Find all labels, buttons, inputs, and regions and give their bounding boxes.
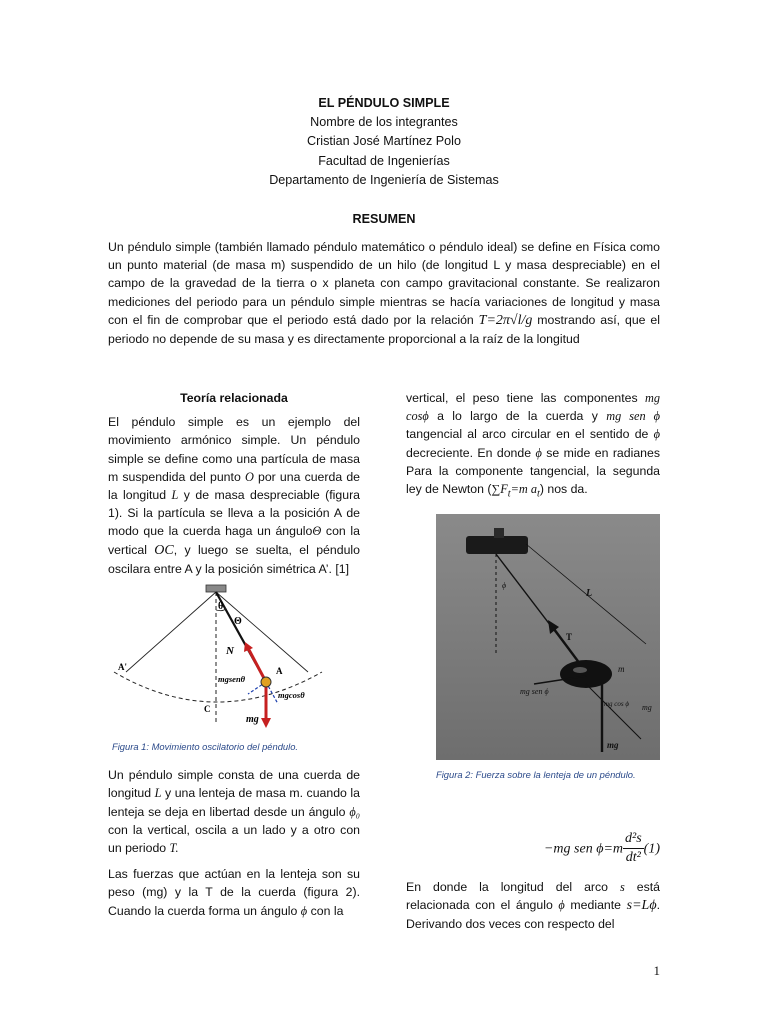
text: a lo largo de la cuerda y <box>428 409 607 424</box>
fraction-numerator: d²s <box>623 830 644 849</box>
text: se mide en radianes Para la componente tangencial, la segunda ley de Newton ( <box>406 445 660 497</box>
pendulum-mount <box>466 536 528 554</box>
math-mgcos: mg cosϕ <box>406 391 660 424</box>
text: El péndulo simple es un ejemplo del movimiento armónico simple. Un péndulo simple se define como una partícula de masa m suspendida del punto <box>108 415 360 484</box>
equation-1 <box>406 830 660 878</box>
abstract-text-1: Un péndulo simple (también llamado péndulo matemático o péndulo ideal) se define en Física como un punto material (de masa m) suspendido de un hilo (de longitud L y masa despreciable) en el campo de la gravedad de la tierra o x planeta con campo gravitacional constante. Se realizaron mediciones del periodo para un péndulo simple mientras se hacía variaciones de longitud y masa con el fin de comprobar que el periodo está dado por la relación <box>108 240 660 327</box>
label-mg-sen: mg sen ϕ <box>520 686 549 696</box>
math-L: L <box>171 488 179 503</box>
label-T: T <box>566 631 573 642</box>
text: tangencial al arco circular en el sentido de <box>406 427 654 442</box>
paper-title: EL PÉNDULO SIMPLE <box>318 96 450 110</box>
text: por una cuerda de la longitud <box>108 469 360 503</box>
theory-paragraph-1 <box>108 413 360 578</box>
math-phi: ϕ <box>535 445 542 460</box>
text: decreciente. En donde <box>406 445 536 460</box>
math-theta: Θ <box>312 524 322 539</box>
page-number: 1 <box>653 963 660 978</box>
mount-knob <box>494 528 504 538</box>
label-phi: ϕ <box>502 580 507 590</box>
label-N: N <box>226 645 234 658</box>
pendulum-bob <box>261 677 271 687</box>
fraction-denominator: dt² <box>625 850 641 866</box>
text: está relacionada con el ángulo <box>406 879 660 913</box>
label-mg-bottom: mg <box>607 739 619 750</box>
label-mgsen: mgsenθ <box>218 674 246 685</box>
label-A-prime: A' <box>118 662 127 673</box>
math-L: L <box>154 786 162 801</box>
abstract-text-2: mostrando así, que el periodo no depende de su masa y es directamente proporcional a la raíz de la longitud <box>108 312 660 347</box>
text: En donde la longitud del arco <box>406 879 620 894</box>
right-paragraph-1 <box>406 389 660 504</box>
label-mg: mg <box>246 714 259 726</box>
second-derivative-fraction <box>623 830 644 867</box>
label-mg-side: mg <box>642 702 652 712</box>
text: ) nos da. <box>539 482 588 497</box>
right-string <box>216 592 308 672</box>
figure-1 <box>108 582 326 732</box>
label-A: A <box>276 666 283 677</box>
bob-highlight <box>573 667 587 673</box>
math-phi0: ϕ₀ <box>349 804 360 819</box>
theory-heading: Teoría relacionada <box>180 391 288 405</box>
force-diagram <box>436 514 660 760</box>
text: con la <box>307 903 344 918</box>
equation-lhs: −mg sen ϕ=m <box>543 841 624 857</box>
math-sub-t: t <box>507 488 511 500</box>
theory-paragraph-3 <box>108 865 360 920</box>
math-mgsen: mg sen ϕ <box>606 409 660 424</box>
text: y de masa despreciable (figura 1). Si la partícula se lleva a la posición A de modo que la cuerda haga un ángulo <box>108 488 360 539</box>
math-OC: OC <box>154 542 174 558</box>
text: y una lenteja de masa m. cuando la lenteja se deja en libertad desde un ángulo <box>108 786 360 819</box>
text: . Derivando dos veces con respecto del <box>406 898 660 932</box>
equation-number: (1) <box>643 841 660 857</box>
label-theta-top: θ <box>218 601 224 613</box>
left-string <box>126 592 216 672</box>
left-column <box>108 389 360 920</box>
label-C: C <box>204 704 211 715</box>
text: vertical, el peso tiene las componentes <box>406 391 645 405</box>
right-column <box>406 389 660 933</box>
text: , y luego se suelta, el péndulo oscilara entre A y la posición simétrica A’. [1] <box>108 542 360 576</box>
weight-arrowhead <box>261 718 271 728</box>
figure-2 <box>436 514 690 760</box>
abstract-heading: RESUMEN <box>352 212 416 226</box>
abstract-paragraph <box>108 238 660 348</box>
pendulum-diagram <box>108 582 326 732</box>
label-mg-cos: mg cos ϕ <box>604 699 630 708</box>
author-name: Cristian José Martínez Polo <box>307 134 461 149</box>
figure-2-caption: Figura 2: Fuerza sobre la lenteja de un péndulo. <box>436 768 636 780</box>
right-paragraph-2 <box>406 878 660 934</box>
faculty: Facultad de Ingenierías <box>318 153 450 168</box>
department: Departamento de Ingeniería de Sistemas <box>269 172 499 187</box>
label-L: L <box>586 587 593 599</box>
text: Un péndulo simple consta de una cuerda de longitud <box>108 768 360 801</box>
math-sum-F: ∑F <box>491 482 508 497</box>
math-sub-t: t <box>536 488 540 500</box>
label-theta-side: Θ <box>234 616 242 628</box>
math-phi: ϕ <box>558 898 565 913</box>
math-O: O <box>244 469 254 484</box>
math-T: T. <box>169 841 179 856</box>
math-phi: ϕ <box>653 427 660 442</box>
period-formula: T=2π√l/g <box>478 312 533 328</box>
ceiling-support <box>206 585 226 592</box>
math-ma: =m a <box>510 482 537 497</box>
theory-paragraph-2 <box>108 766 360 857</box>
title-block <box>0 94 768 190</box>
math-phi: ϕ <box>300 903 308 918</box>
text: mediante <box>564 898 627 913</box>
bob <box>560 660 612 688</box>
math-arc-relation: s=Lϕ <box>626 898 657 914</box>
label-mgcos: mgcosθ <box>278 690 305 701</box>
text: Las fuerzas que actúan en la lenteja son su peso (mg) y la T de la cuerda (figura 2). Cuando la cuerda forma un ángulo <box>108 867 360 918</box>
members-label: Nombre de los integrantes <box>310 115 458 130</box>
text: con la vertical <box>108 524 360 557</box>
math-s: s <box>619 879 625 894</box>
label-m: m <box>618 663 625 674</box>
tension-arrow <box>248 648 266 682</box>
text: con la vertical, oscila a un lado y a otro con un periodo <box>108 822 360 856</box>
figure-1-caption: Figura 1: Movimiento oscilatorio del péndulo. <box>112 741 299 753</box>
